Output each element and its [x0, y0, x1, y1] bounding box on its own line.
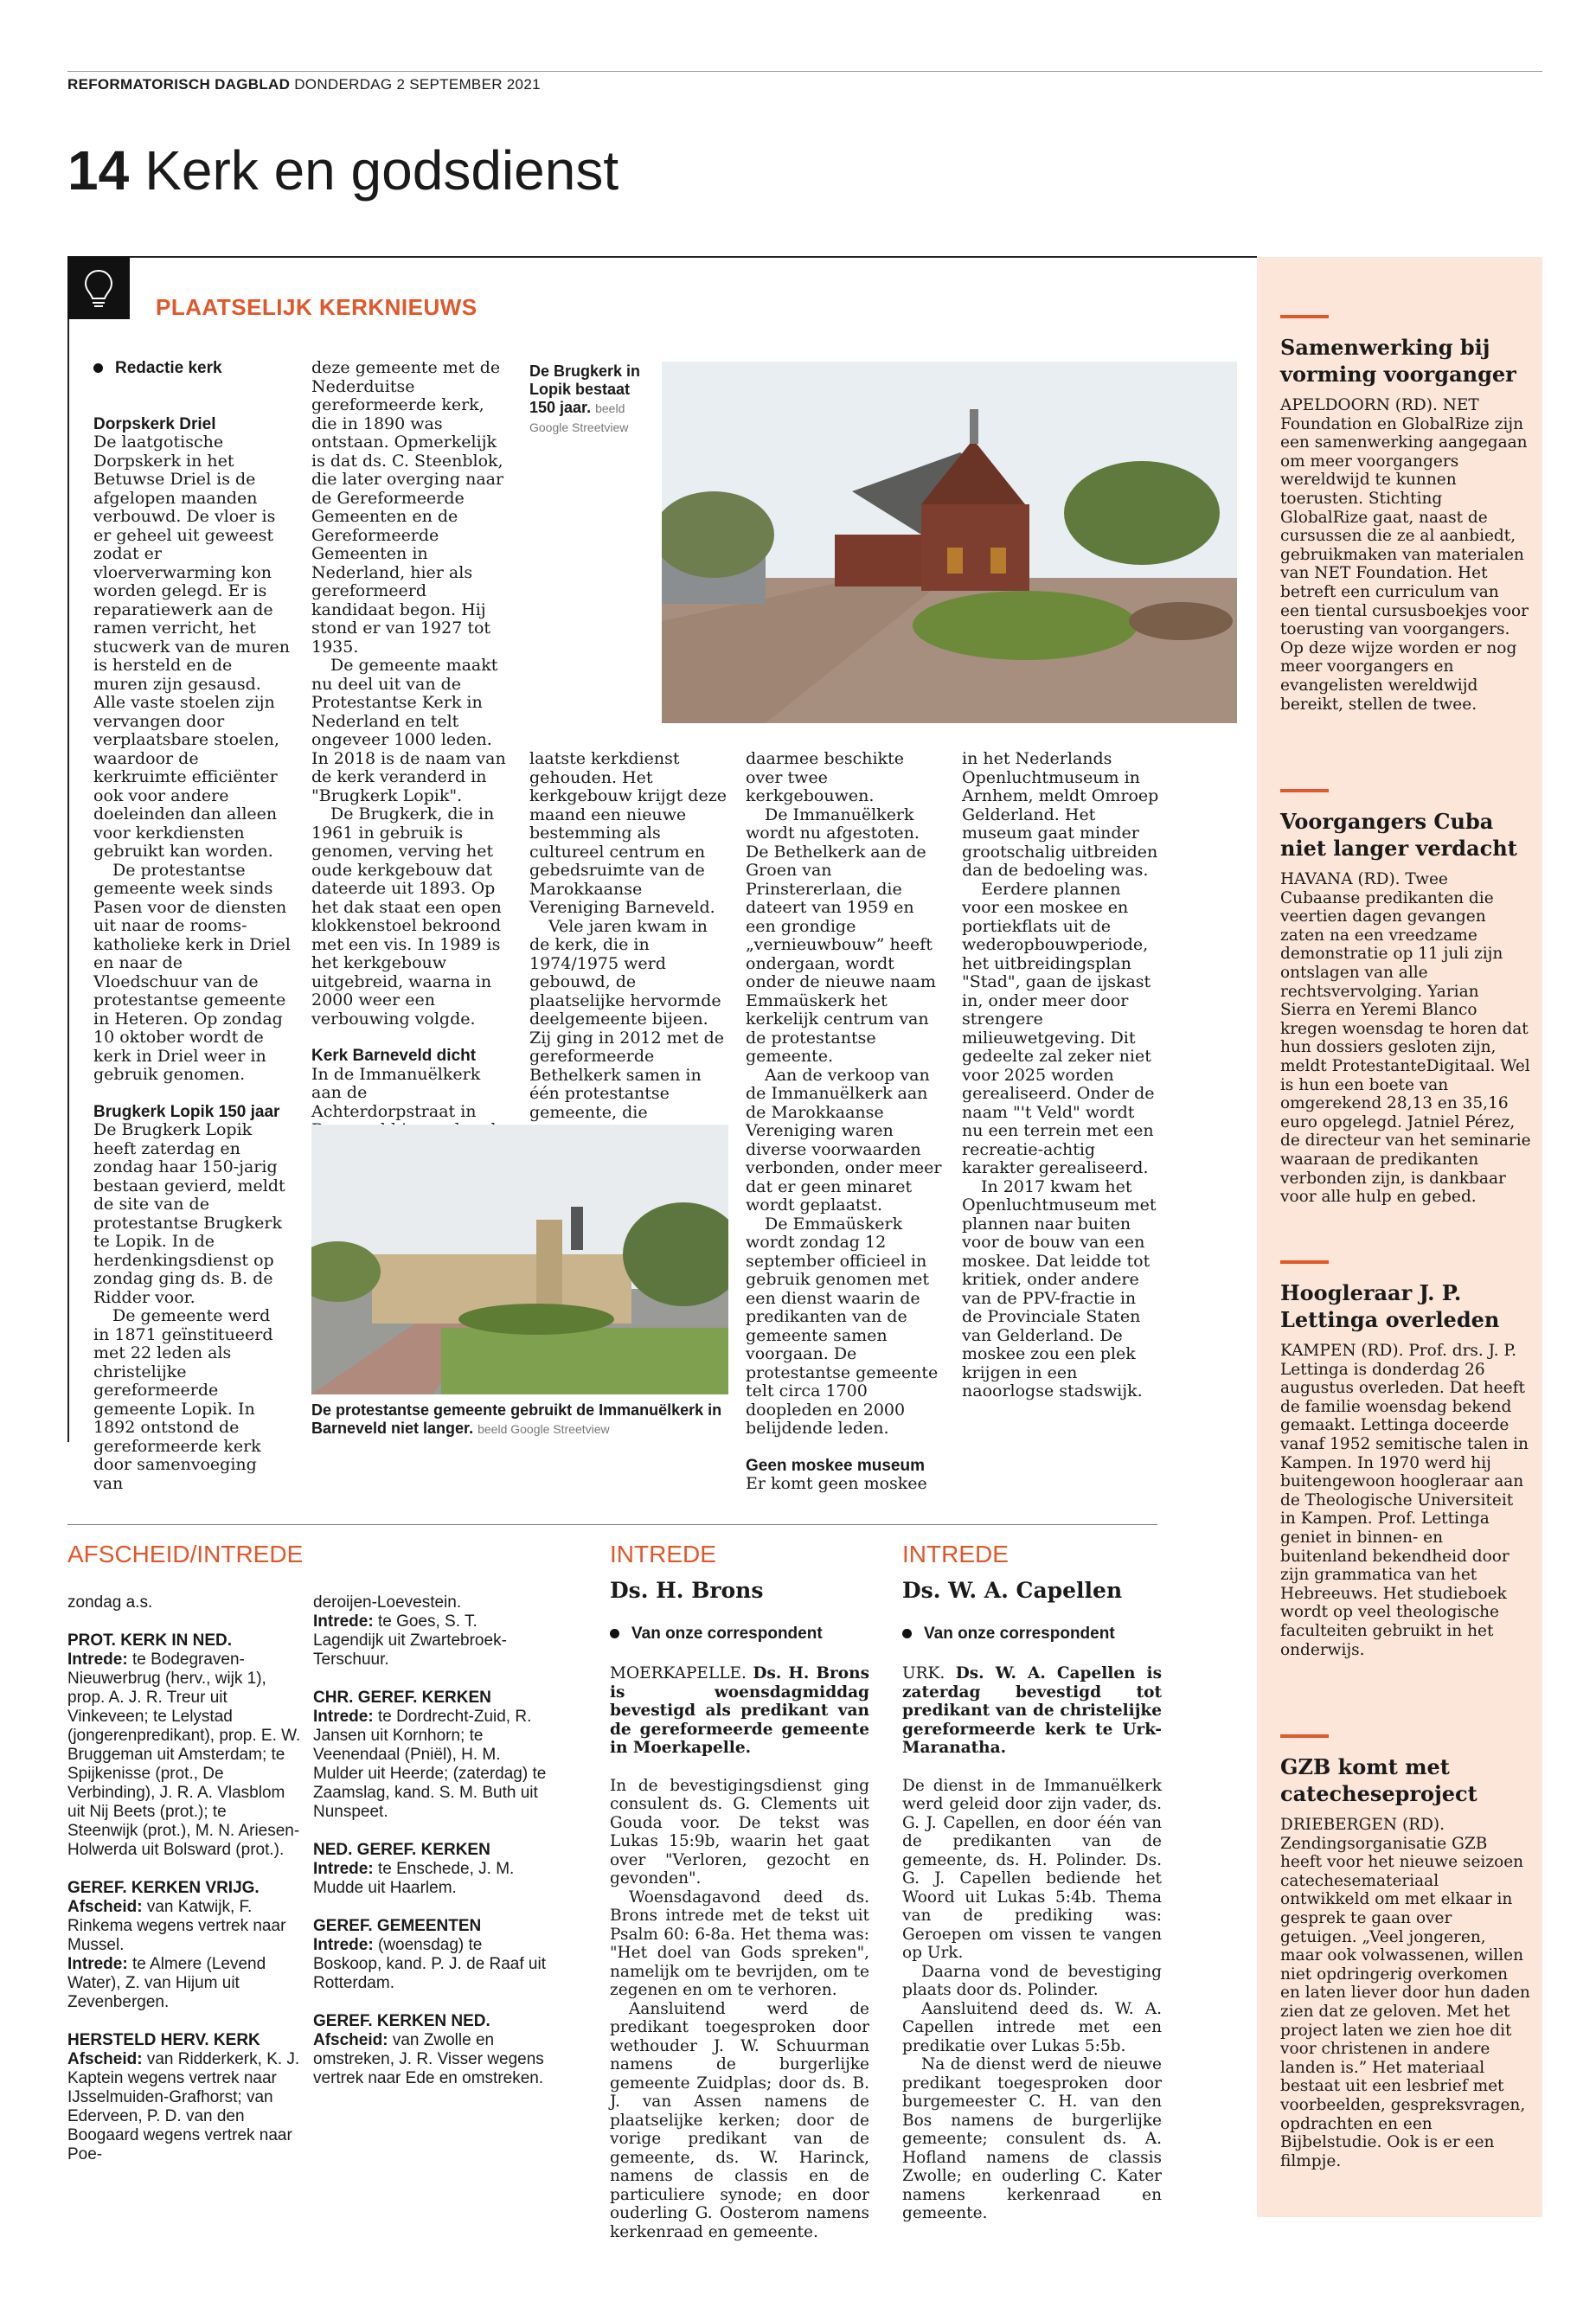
listing-block [313, 1689, 547, 1822]
denomination-heading: NED. GEREF. KERKEN [313, 1841, 490, 1859]
brons-byline: Van onze correspondent [610, 1625, 869, 1644]
paragraph: in het Nederlands Openluchtmuseum in Arnhem, meldt Omroep Gelderland. Het museum gaat minder grootschalig uitbreiden dan de bedoeling was. [962, 749, 1159, 880]
bullet-icon [610, 1629, 619, 1638]
caption-title: De Brugkerk in Lopik bestaat 150 jaar. [529, 362, 641, 416]
capellen-title: Ds. W. A. Capellen [902, 1578, 1123, 1603]
denomination-heading: CHR. GEREF. KERKEN [313, 1689, 491, 1707]
listing-entry: deroijen-Loevestein. [313, 1593, 462, 1612]
caption-title: De protestantse gemeente gebruikt de Immanuëlkerk in Barneveld niet langer. [311, 1401, 722, 1437]
paragraph: Woensdagavond deed ds. Brons intrede met de tekst uit Psalm 60: 6-8a. Het thema was: "Het doel van Gods spreken", namelijk om te bevrijden, om te zegenen en om te verhoren. [610, 1888, 869, 1999]
bullet-icon [93, 363, 103, 373]
sidebar-article [1280, 1260, 1531, 1659]
subhead: Dorpskerk Driel [93, 414, 216, 433]
photo-immanuelkerk-barneveld [311, 1125, 728, 1394]
listing-entry: Intrede: (woensdag) te Boskoop, kand. P. J. de Raaf uit Rotterdam. [313, 1936, 546, 1992]
listing-entry: Afscheid: van Ridderkerk, K. J. Kaptein wegens vertrek naar IJsselmuiden-Grafhorst; van Ederveen, P. D. van den Boogaard wegens vertrek naar Poe- [67, 2050, 300, 2163]
denomination-heading: GEREF. KERKEN VRIJG. [67, 1879, 260, 1897]
paragraph: De laatgotische Dorpskerk in het Betuwse Driel is de afgelopen maanden verbouwd. De vloer is er geheel uit geweest zodat er vloerverwarming kon worden gelegd. Er is reparatiewerk aan de ramen verricht, het stucwerk van de muren is hersteld en de muren zijn gesausd. Alle vaste stoelen zijn vervangen door verplaatsbare stoelen, waardoor de kerkruimte efficiënter ook voor andere doeleinden dan alleen voor kerkdiensten gebruikt kan worden. [93, 433, 291, 861]
page-number: 14 [67, 139, 130, 202]
sidebar-article-title: Voorgangers Cuba niet langer verdacht [1280, 809, 1517, 861]
paper-name: REFORMATORISCH DAGBLAD [67, 76, 291, 93]
paragraph: deze gemeente met de Nederduitse gereformeerde kerk, die in 1890 was ontstaan. Opmerkelijk is dat ds. C. Steenblok, die later overging naar de Gereformeerde Gemeenten en de Gereformeerde Gemeenten in Nederland, hier als gereformeerd kandidaat begon. Hij stond er van 1927 tot 1935. [311, 358, 504, 657]
paragraph: Na de dienst werd de nieuwe predikant toegesproken door burgemeester C. H. van den Bos namens de burgerlijke gemeente; consulent ds. A. Hofland namens de classis Zwolle; en ouderling C. Kater namens kerkenraad en gemeente. [902, 2055, 1162, 2222]
paragraph: Daarna vond de bevestiging plaats door ds. Polinder. [902, 1962, 1162, 1999]
article-lead: URK. Ds. W. A. Capellen is zaterdag bevestigd tot predikant van de christelijke gereformeerde kerk te Urk-Maranatha. [902, 1664, 1162, 1757]
article-column-1 [93, 359, 291, 1493]
paragraph: Er komt geen moskee [746, 1474, 927, 1493]
listing-block [313, 1917, 547, 1993]
listing-block [313, 2012, 547, 2088]
sidebar-article-title: GZB komt met catecheseproject [1280, 1754, 1477, 1806]
top-rule [67, 71, 1542, 72]
listing-entry: Afscheid: van Katwijk, F. Rinkema wegens vertrek naar Mussel. [67, 1898, 286, 1954]
paragraph: De gemeente maakt nu deel uit van de Protestantse Kerk in Nederland en telt ongeveer 1000 leden. In 2018 is de naam van de kerk veranderd in "Brugkerk Lopik". [311, 656, 506, 805]
subhead: Kerk Barneveld dicht [311, 1047, 477, 1065]
sidebar-article-title: Samenwerking bij vorming voorganger [1280, 335, 1516, 387]
photo-caption-barneveld [311, 1401, 728, 1439]
listing-entry: Afscheid: van Zwolle en omstreken, J. R. Visser wegens vertrek naar Ede en omstreken. [313, 2031, 544, 2087]
denomination-heading: GEREF. KERKEN NED. [313, 2012, 490, 2030]
bullet-icon [902, 1629, 912, 1638]
paragraph: De Immanuëlkerk wordt nu afgestoten. De Bethelkerk aan de Groen van Prinstererlaan, die dateert van 1959 en een grondige „vernieuwbouw” heeft ondergaan, wordt onder de nieuwe naam Emmaüskerk het kerkelijk centrum van de protestantse gemeente. [746, 804, 936, 1066]
paragraph: De protestantse gemeente week sinds Pasen voor de diensten uit naar de rooms-katholieke kerk in Driel en naar de Vloedschuur van de protestantse gemeente in Heteren. Op zondag 10 oktober wordt de kerk in Driel weer in gebruik genomen. [93, 860, 291, 1084]
lower-section-rule [67, 1524, 1157, 1525]
paragraph: Eerdere plannen voor een moskee en portiekflats uit de wederopbouwperiode, het uitbreidingsplan "Stad", gaan de ijskast in, onder meer door strengere milieuwetgeving. Dit gedeelte zal zeker niet voor 2025 worden gerealiseerd. Onder de naam "'t Veld" wordt nu een terrein met een recreatie-achtig karakter gerealiseerd. [962, 879, 1155, 1177]
afscheid-column-1 [67, 1593, 301, 2183]
denomination-heading: HERSTELD HERV. KERK [67, 2031, 260, 2049]
listing-block [67, 1631, 301, 1860]
section-label: PLAATSELIJK KERKNIEUWS [156, 294, 478, 320]
brons-title: Ds. H. Brons [610, 1578, 764, 1603]
photo-caption-lopik [529, 362, 642, 437]
listing-entry: Intrede: te Bodegraven-Nieuwerbrug (herv., wijk 1), prop. A. J. R. Treur uit Vinkeveen; te Lelystad (jongerenpredikant), prop. E. W. Bruggeman uit Amsterdam; te Spijkenisse (prot., De Verbinding), J. R. A. Vlasblom uit Nij Beets (prot.); te Steenwijk (prot.), M. N. Ariesen-Holwerda uit Bolsward (prot.). [67, 1650, 301, 1859]
article-column-5 [962, 750, 1159, 1401]
listing-block [67, 1879, 301, 2012]
afscheid-intro: zondag a.s. [67, 1593, 153, 1612]
listing-block [313, 1841, 547, 1898]
afscheid-label: AFSCHEID/INTREDE [67, 1541, 304, 1567]
accent-dash [1280, 315, 1329, 318]
listing-block [313, 1612, 547, 1670]
denomination-heading: PROT. KERK IN NED. [67, 1631, 233, 1650]
listing-entry: Intrede: te Dordrecht-Zuid, R. Jansen uit Kornhorn; te Veenendaal (Pniël), H. M. Mulder uit Heerde; (zaterdag) te Zaamslag, kand. S. M. Buth uit Nunspeet. [313, 1708, 547, 1821]
article-column-4 [746, 750, 943, 1494]
paragraph: Aan de verkoop van de Immanuëlkerk aan de Marokkaanse Vereniging waren diverse voorwaarden verbonden, onder meer dat er geen minaret wordt geplaatst. [746, 1065, 942, 1215]
brons-article-body [610, 1664, 869, 2241]
paragraph: In de bevestigingsdienst ging consulent ds. G. Clements uit Gouda voor. De tekst was Lukas 15:9b, waarin het gaat over "Verloren, gezocht en gevonden". [610, 1776, 869, 1888]
capellen-label: INTREDE [902, 1541, 1009, 1567]
paragraph: In de Immanuëlkerk aan de Achterdorpstraat in [311, 1064, 481, 1121]
page-section-title: Kerk en godsdienst [144, 139, 619, 202]
accent-dash [1280, 789, 1329, 792]
section-rule [67, 256, 1257, 258]
paragraph: De dienst in de Immanuëlkerk werd geleid door zijn vader, ds. G. J. Capellen, en door één van de predikanten van de gemeente, ds. H. Polinder. Ds. G. J. Capellen bediende het Woord uit Lukas 5:4b. Thema van de prediking was: Geroepen om vissen te vangen op Urk. [902, 1776, 1162, 1962]
paragraph: In 2017 kwam het Openluchtmuseum met plannen naar buiten voor de bouw van een moskee. Dat leidde tot kritiek, onder andere van de PPV-fractie in de Provinciale Staten van Gelderland. De moskee zou een plek krijgen in een naoorlogse stadswijk. [962, 1176, 1157, 1400]
paragraph: Aansluitend werd de predikant toegesproken door wethouder J. W. Schuurman namens de burgerlijke gemeente Zuidplas; door ds. B. J. van Assen namens de plaatselijke kerken; door de vorige predikant van de gemeente, ds. W. Harinck, namens de classis en de particuliere synode; en door ouderling G. Oosterom namens kerkenraad en gemeente. [610, 1999, 869, 2241]
page-header [67, 139, 619, 202]
listing-entry: Intrede: te Goes, S. T. Lagendijk uit Zwartebroek-Terschuur. [313, 1612, 507, 1669]
listing-entry: Intrede: te Enschede, J. M. Mudde uit Haarlem. [313, 1860, 515, 1897]
lightbulb-icon [67, 257, 130, 319]
sidebar-article [1280, 315, 1531, 714]
sidebar-article-body: DRIEBERGEN (RD). Zendingsorganisatie GZB heeft voor het nieuwe seizoen catechesemateriaal ontwikkeld om met elkaar in gesprek te gaan over getuigen. „Veel jongeren, maar ook volwassenen, willen niet opdringerig overkomen en laten liever door hun daden zien dat ze geloven. Met het project laten we zien hoe dit voor christenen in andere landen is.” Het materiaal bestaat uit een lesbrief met voorbeelden, gespreksvragen, opdrachten en een Bijbelstudie. Ook is er een filmpje. [1280, 1816, 1530, 2170]
section-side-rule [67, 257, 69, 1442]
subhead: Brugkerk Lopik 150 jaar [93, 1102, 280, 1121]
caption-credit: beeld Google Streetview [478, 1422, 610, 1436]
sidebar-article-title: Hoogleraar J. P. Lettinga overleden [1280, 1280, 1500, 1332]
paragraph: De gemeente werd in 1871 geïnstitueerd met 22 leden als christelijke gereformeerde gemeente Lopik. In 1892 ontstond de gereformeerde kerk door samenvoeging van [93, 1306, 273, 1493]
sidebar-article-body: KAMPEN (RD). Prof. drs. J. P. Lettinga is donderdag 26 augustus overleden. Dat heeft de familie woensdag bekend gemaakt. Lettinga doceerde vanaf 1952 semitische talen in Kampen. In 1970 werd hij buitengewoon hoogleraar aan de Theologische Universiteit in Kampen. Prof. Lettinga geniet in binnen- en buitenland bekendheid door zijn grammatica van het Hebreeuws. Het studieboek wordt op veel theologische faculteiten gebruikt in het onderwijs. [1280, 1342, 1529, 1659]
listing-entry: Intrede: te Almere (Levend Water), Z. van Hijum uit Zevenbergen. [67, 1955, 266, 2011]
sidebar-article-body: HAVANA (RD). Twee Cubaanse predikanten die veertien dagen gevangen zaten na een vreedzame demonstratie op 11 juli zijn ontslagen van alle rechtsvervolging. Yarian Sierra en Yeremi Blanco kregen woensdag te horen dat hun dossiers gesloten zijn, meldt ProtestanteDigitaal. Wel is hun een boete van omgerekend 28,13 en 35,16 euro opgelegd. Jatniel Pérez, de directeur van het seminarie waaraan de predikanten verbonden zijn, is dankbaar voor alle hulp en gebed. [1280, 870, 1531, 1207]
accent-dash [1280, 1734, 1329, 1738]
brons-label: INTREDE [610, 1541, 716, 1567]
article-column-2 [311, 359, 509, 1140]
subhead: Geen moskee museum [746, 1456, 925, 1475]
accent-dash [1280, 1260, 1329, 1264]
sidebar-article [1280, 1734, 1531, 2170]
paragraph: De Emmaüskerk wordt zondag 12 september officieel in gebruik genomen met een dienst waarin de predikanten van de gemeente samen voorgaan. De protestantse gemeente telt circa 1700 doopleden en 2000 belijdende leden. [746, 1214, 939, 1438]
paragraph: Aansluitend deed ds. W. A. Capellen intrede met een predikatie over Lukas 5:5b. [902, 1999, 1162, 2055]
byline: Redactie kerk [93, 359, 291, 378]
caption-credit: beeld Google Streetview [529, 401, 629, 434]
sidebar-article [1280, 789, 1531, 1207]
capellen-byline: Van onze correspondent [902, 1625, 1162, 1644]
paragraph: Vele jaren kwam in de kerk, die in 1974/1975 werd gebouwd, de plaatselijke hervormde deelgemeente bijeen. Zij ging in 2012 met de gereformeerde Bethelkerk samen in één protestantse gemeente, die [529, 916, 724, 1122]
capellen-article-body [902, 1664, 1162, 2223]
afscheid-column-2 [313, 1593, 547, 2107]
listing-block [67, 2031, 301, 2164]
denomination-heading: GEREF. GEMEENTEN [313, 1917, 482, 1935]
paragraph: De Brugkerk, die in 1961 in gebruik is genomen, verving het oude kerkgebouw dat dateerde uit 1893. Op het dak staat een open klokkenstoel bekroond met een vis. In 1989 is het kerkgebouw uitgebreid, waarna in 2000 weer een verbouwing volgde. [311, 804, 502, 1029]
sidebar-article-body: APELDOORN (RD). NET Foundation en GlobalRize zijn een samenwerking aangegaan om meer voorgangers wereldwijd te kunnen toerusten. Stichting GlobalRize gaat, naast de cursussen die ze al aanbiedt, gebruikmaken van materialen van NET Foundation. Het betreft een curriculum van een tiental cursusboekjes voor toerusting van voorgangers. Op deze wijze worden er nog meer voorgangers en evangelisten wereldwijd bereikt, stellen de twee. [1280, 396, 1529, 714]
article-column-3 [529, 750, 727, 1122]
paragraph: De Brugkerk Lopik heeft zaterdag en zondag haar 150-jarig bestaan gevierd, meldt de site van de protestantse Brugkerk te Lopik. In de herdenkingsdienst op zondag ging ds. B. de Ridder voor. [93, 1120, 285, 1307]
article-lead: MOERKAPELLE. Ds. H. Brons is woensdagmiddag bevestigd als predikant van de gereformeerde gemeente in Moerkapelle. [610, 1664, 869, 1757]
masthead [67, 76, 541, 93]
edition-date: DONDERDAG 2 SEPTEMBER 2021 [294, 76, 541, 93]
paragraph: laatste kerkdienst gehouden. Het kerkgebouw krijgt deze maand een nieuwe bestemming als cultureel centrum en gebedsruimte van de Marokkaanse Vereniging Barneveld. [529, 749, 727, 917]
photo-brugkerk-lopik [662, 362, 1237, 723]
paragraph: daarmee beschikte over twee kerkgebouwen. [746, 749, 904, 805]
